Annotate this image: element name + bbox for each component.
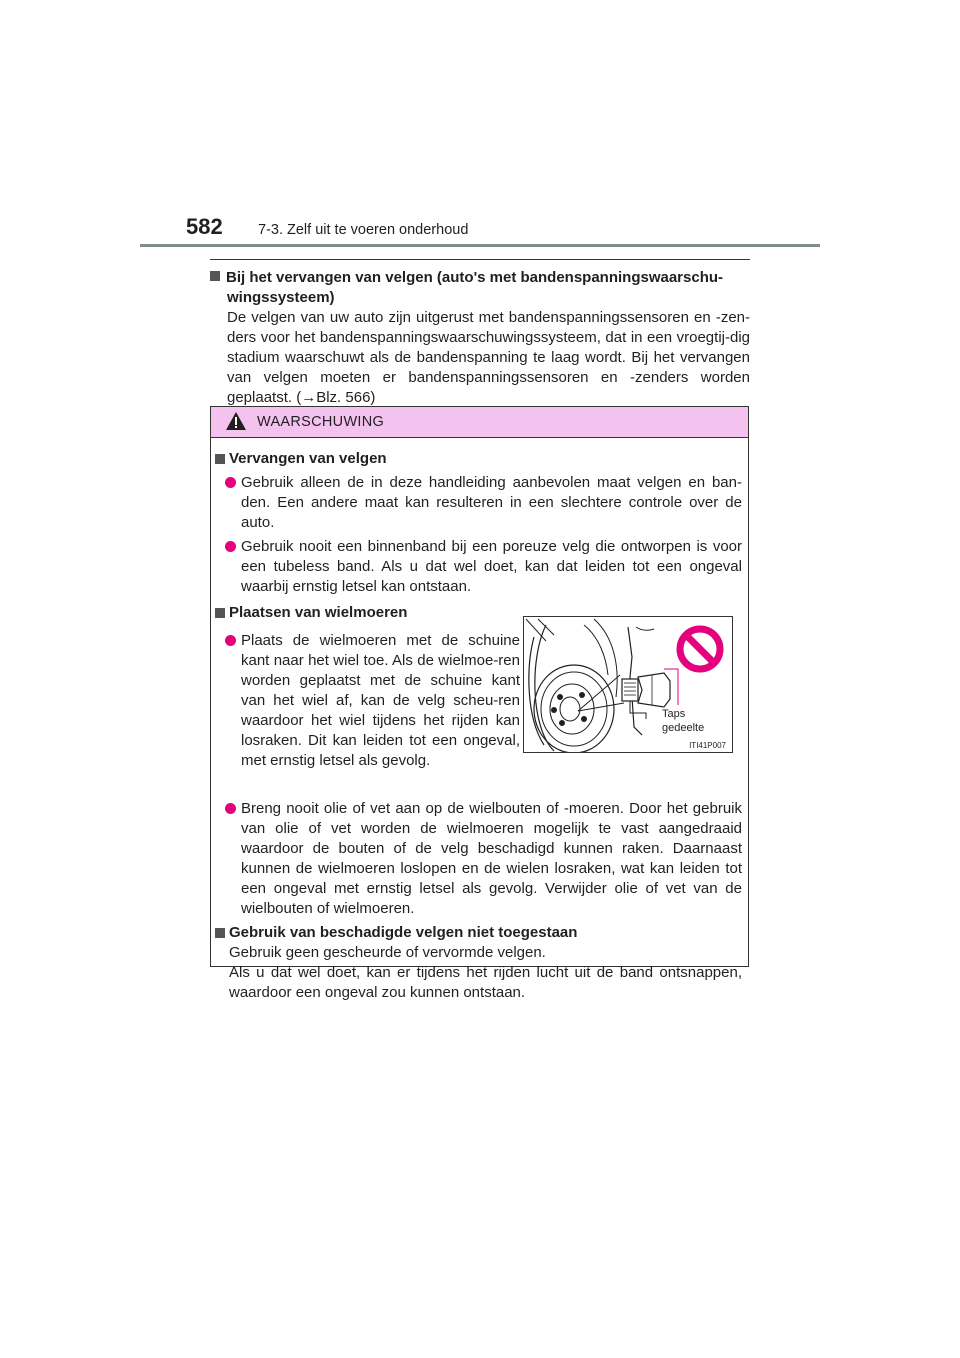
header-rule — [140, 244, 820, 247]
figure-code: ITI41P007 — [689, 741, 726, 750]
bullet-text: Breng nooit olie of vet aan op de wielbouten of -moeren. Door het gebruik van olie of vet worden de wielmoeren mogelijk te vast aangedraaid waardoor de bouten of de velg beschadigd kunnen raken. Daarnaast kunnen de wielmoeren loslopen en de wielen losraken, wat kan leiden tot een ongeval met ernstig letsel als gevolg. Verwijder olie of vet van de wielbouten of wielmoeren. — [241, 800, 742, 917]
bullet-dot-icon — [225, 803, 236, 814]
warning-title: WAARSCHUWING — [257, 414, 385, 430]
subheading — [211, 923, 750, 943]
square-bullet-icon — [210, 271, 220, 281]
square-bullet-icon — [215, 928, 225, 938]
bullet-text: Gebruik nooit een binnenband bij een poreuze velg die ontworpen is voor een tubeless band. Als u dat wel doet, kan dat leiden tot een ongeval waarbij ernstig letsel kan ontstaan. — [241, 538, 742, 595]
bullet-text: Gebruik alleen de in deze handleiding aanbevolen maat velgen en ban-den. Een andere maat kan resulteren in een slechtere controle over de auto. — [241, 474, 742, 531]
intro-heading — [210, 268, 750, 288]
square-bullet-icon — [215, 454, 225, 464]
warning-triangle-icon — [225, 411, 247, 431]
square-bullet-icon — [215, 608, 225, 618]
bullet-dot-icon — [225, 477, 236, 488]
subheading-text: Vervangen van velgen — [229, 450, 387, 467]
wheel-nut-illustration — [523, 616, 733, 753]
bullet-text: Plaats de wielmoeren met de schuine kant naar het wiel toe. Als de wielmoe-ren worden geplaatst met de schuine kant van het wiel af, kan de velg scheu-ren waardoor het wiel tijdens het rijden kan losraken. Dit kan leiden tot een ongeval, met ernstig letsel als gevolg. — [241, 632, 520, 769]
bullet-item — [211, 473, 750, 533]
figure-label — [662, 707, 704, 735]
section-title: 7-3. Zelf uit te voeren onderhoud — [258, 222, 469, 238]
subheading — [211, 449, 750, 469]
intro-heading-cont: wingssysteem) — [227, 289, 335, 306]
intro-heading-line1: Bij het vervangen van velgen (auto's met bandenspanningswaarschu- — [226, 269, 724, 286]
subheading-text: Plaatsen van wielmoeren — [229, 604, 408, 621]
intro-block — [210, 268, 750, 408]
bullet-item — [211, 799, 750, 919]
paragraph: Als u dat wel doet, kan er tijdens het rijden lucht uit de band ontsnappen, waardoor een ongeval zou kunnen ontstaan. — [229, 964, 742, 1001]
bullet-item — [211, 537, 750, 597]
content-rule — [210, 259, 750, 260]
intro-body: De velgen van uw auto zijn uitgerust met bandenspanningssensoren en -zen-ders voor het bandenspanningswaarschuwingssysteem, dat in een vroegtij-dig stadium waarschuwt als de bandenspanning te laag wordt. Bij het vervangen van velgen moeten er bandenspanningssensoren en -zenders worden geplaatst. (→Blz. 566) — [227, 309, 750, 406]
figure-label-line2: gedeelte — [662, 722, 705, 734]
bullet-dot-icon — [225, 541, 236, 552]
paragraph: Gebruik geen gescheurde of vervormde velgen. — [229, 944, 546, 961]
figure-label-line1: Taps — [662, 708, 686, 720]
bullet-dot-icon — [225, 635, 236, 646]
warning-header — [211, 407, 748, 438]
subheading-text: Gebruik van beschadigde velgen niet toegestaan — [229, 924, 578, 941]
bullet-item — [211, 631, 528, 771]
page-number: 582 — [186, 214, 223, 239]
